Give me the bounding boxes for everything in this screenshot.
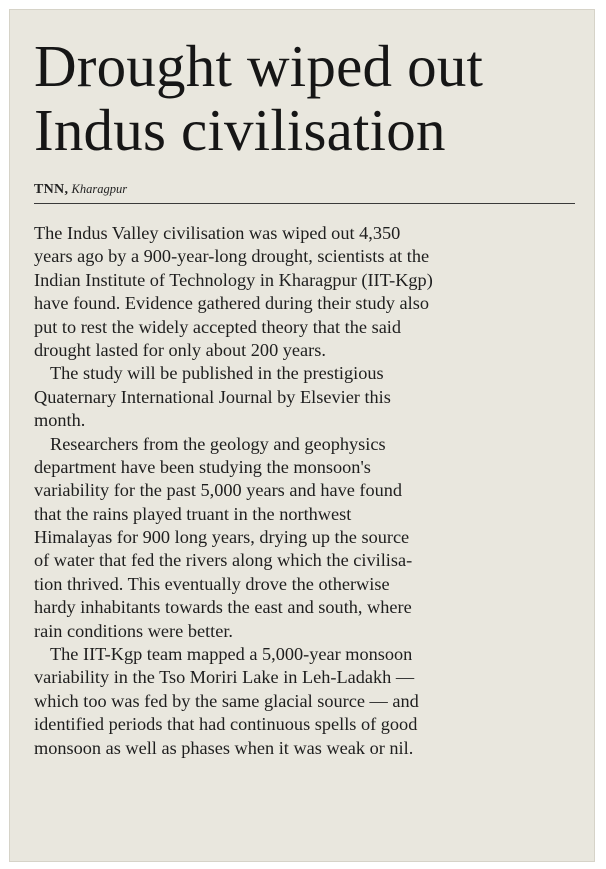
newspaper-clipping [9,9,595,862]
byline-divider [34,203,575,204]
byline [34,181,127,198]
text-line: Indian Institute of Technology in Kharagpur (IIT-Kgp) [34,269,433,290]
text-line: that the rains played truant in the northwest [34,503,352,524]
text-line: month. [34,410,86,431]
headline-line: Drought wiped out [34,33,484,99]
text-line: variability for the past 5,000 years and have found [34,480,403,501]
text-line: variability in the Tso Moriri Lake in Leh-Ladakh — [34,667,415,688]
text-line: monsoon as well as phases when it was weak or nil. [34,737,414,758]
text-line: hardy inhabitants towards the east and south, where [34,597,412,618]
text-line: Himalayas for 900 long years, drying up the source [34,527,410,548]
byline-agency: TNN, [34,182,69,197]
text-line: years ago by a 900-year-long drought, scientists at the [34,246,430,267]
text-line: which too was fed by the same glacial source — and [34,690,419,711]
text-line: The IIT-Kgp team mapped a 5,000-year monsoon [50,644,413,665]
text-line: identified periods that had continuous spells of good [34,714,418,735]
text-line: Quaternary International Journal by Elsevier this [34,386,391,407]
text-line: The Indus Valley civilisation was wiped out 4,350 [34,223,401,243]
text-line: The study will be published in the prestigious [50,363,384,384]
text-line: rain conditions were better. [34,620,233,641]
article-body [34,222,584,760]
paragraph-1 [34,222,584,362]
paragraph-3 [34,433,584,644]
text-line: drought lasted for only about 200 years. [34,339,326,360]
text-line: Researchers from the geology and geophysics [50,433,386,454]
text-line: have found. Evidence gathered during their study also [34,293,429,314]
text-line: tion thrived. This eventually drove the otherwise [34,573,390,594]
text-line: put to rest the widely accepted theory that the said [34,316,402,337]
headline [34,34,584,162]
paragraph-2 [34,362,584,432]
paragraph-4 [34,643,584,760]
byline-place: Kharagpur [71,182,128,196]
text-line: department have been studying the monsoon's [34,456,371,477]
headline-line: Indus civilisation [34,97,446,163]
text-line: of water that fed the rivers along which the civilisa- [34,550,413,571]
